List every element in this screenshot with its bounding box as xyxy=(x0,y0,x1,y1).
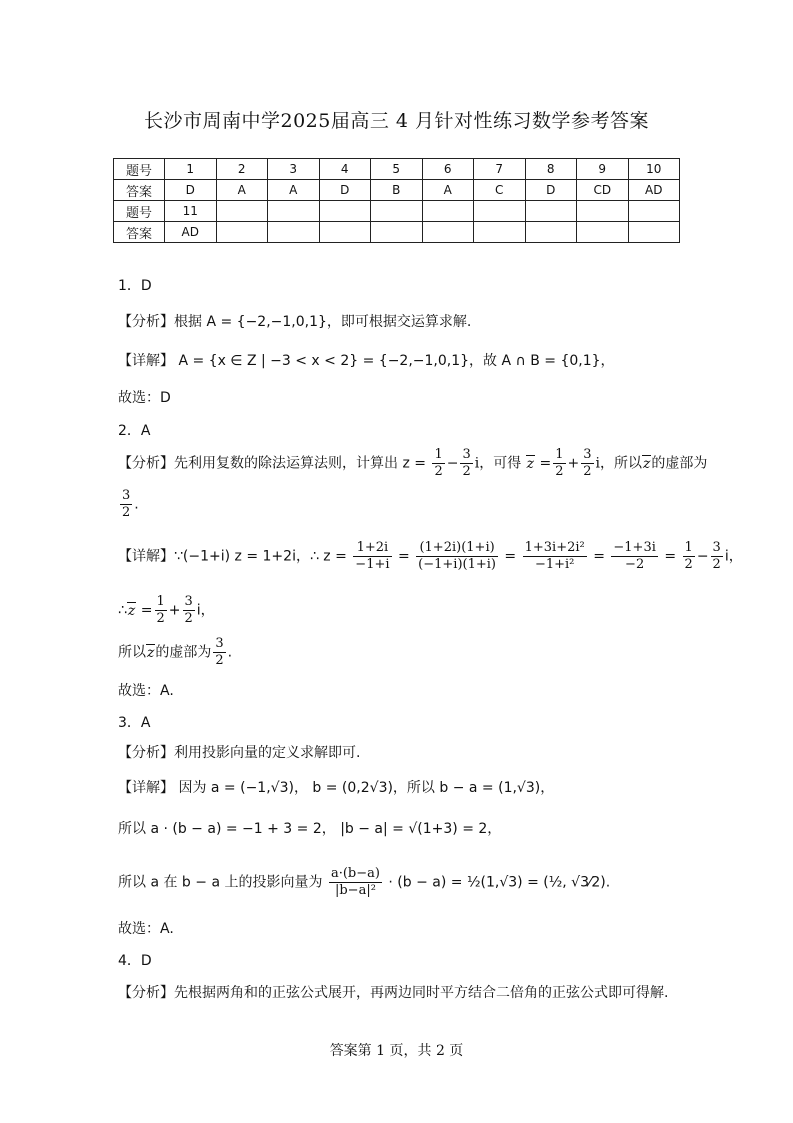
fraction: $\frac{1}{2}$ xyxy=(156,594,165,626)
q1-choice: 故选：D xyxy=(118,390,171,406)
fraction: $\frac{\text{1+3i+2i²}}{\text{−1+i²}}$ xyxy=(524,540,585,572)
fraction: $\frac{1}{2}$ xyxy=(684,540,693,572)
q2-heading: 2．A xyxy=(118,423,151,439)
table-cell xyxy=(371,201,423,222)
row-label: 答案 xyxy=(114,180,165,201)
fraction: $\frac{3}{2}$ xyxy=(462,447,471,479)
q2-analysis-cont: $\frac{3}{2}$ . xyxy=(122,488,139,520)
table-cell: 2 xyxy=(216,159,268,180)
table-cell: CD xyxy=(577,180,629,201)
therefore-symbol: ∴ xyxy=(118,602,127,619)
row-label: 题号 xyxy=(114,159,165,180)
row-label: 答案 xyxy=(114,222,165,243)
table-cell xyxy=(216,222,268,243)
table-cell: AD xyxy=(628,180,680,201)
q2-analysis-text-c: ，所以 xyxy=(600,455,643,472)
q1-analysis: 【分析】根据 A = {−2,−1,0,1}，即可根据交运算求解. xyxy=(118,314,472,330)
table-row xyxy=(114,159,680,180)
q2-analysis: 【分析】先利用复数的除法运算法则，计算出 z = $\frac{1}{2}$ − $\frac{3}{2}$ i，可得 z = $\frac{1}{2}$ + $\frac{3}{2}$ i，所以z的虚部为 xyxy=(118,447,708,479)
table-cell xyxy=(628,201,680,222)
fraction: $\frac{-1+3i}{-2}$ xyxy=(613,540,656,572)
table-cell: 1 xyxy=(165,159,217,180)
fraction: $\frac{3}{2}$ xyxy=(712,540,721,572)
table-cell xyxy=(268,222,320,243)
table-cell: A xyxy=(422,180,474,201)
table-cell xyxy=(474,222,526,243)
table-cell xyxy=(268,201,320,222)
row-label: 题号 xyxy=(114,201,165,222)
table-cell: 10 xyxy=(628,159,680,180)
page-title: 长沙市周南中学2025届高三 4 月针对性练习数学参考答案 xyxy=(143,110,650,132)
table-cell xyxy=(319,201,371,222)
q1-detail: 【详解】 A = {x ∈ Z | −3 < x < 2} = {−2,−1,0,1}，故 A ∩ B = {0,1}， xyxy=(118,353,615,369)
table-cell: 4 xyxy=(319,159,371,180)
fraction: $\frac{a\cdot(b-a)}{\text{|b−a|²}}$ xyxy=(330,866,380,898)
table-cell: A xyxy=(268,180,320,201)
fraction: $\frac{3}{2}$ xyxy=(122,488,131,520)
table-cell: 8 xyxy=(525,159,577,180)
q2-detail-text: 【详解】∵(−1+i) z = 1+2i，∴ z = xyxy=(118,548,347,565)
table-cell xyxy=(577,222,629,243)
fraction: $\frac{(1+2i)(1+i)}{(-1+i)(1+i)}$ xyxy=(418,540,496,572)
table-cell xyxy=(525,201,577,222)
q2-so-b: 的虚部为 xyxy=(155,644,212,661)
table-cell: D xyxy=(165,180,217,201)
q2-conclusion: 所以z的虚部为 $\frac{3}{2}$ . xyxy=(118,636,233,668)
fraction: $\frac{1}{2}$ xyxy=(434,447,443,479)
table-cell: 11 xyxy=(165,201,217,222)
fraction: $\frac{3}{2}$ xyxy=(215,636,224,668)
table-cell xyxy=(628,222,680,243)
table-cell: 9 xyxy=(577,159,629,180)
table-cell xyxy=(371,222,423,243)
table-cell: B xyxy=(371,180,423,201)
table-row xyxy=(114,180,680,201)
q4-heading: 4．D xyxy=(118,953,152,969)
q3-detail: 【详解】 因为 a = (−1,√3)， b = (0,2√3)，所以 b − a = (1,√3)， xyxy=(118,780,555,796)
table-cell xyxy=(525,222,577,243)
table-cell xyxy=(216,201,268,222)
q2-analysis-text-b: ，可得 xyxy=(479,455,522,472)
table-cell xyxy=(474,201,526,222)
q2-analysis-text-a: 【分析】先利用复数的除法运算法则，计算出 z = xyxy=(118,455,426,472)
table-row xyxy=(114,201,680,222)
q3-analysis: 【分析】利用投影向量的定义求解即可. xyxy=(118,745,361,761)
q4-analysis: 【分析】先根据两角和的正弦公式展开，再两边同时平方结合二倍角的正弦公式即可得解. xyxy=(118,985,669,1001)
fraction: $\frac{3}{2}$ xyxy=(184,594,193,626)
fraction: $\frac{1+2i}{-1+i}$ xyxy=(355,540,390,572)
fraction: $\frac{3}{2}$ xyxy=(583,447,592,479)
q3-line2: 所以 a · (b − a) = −1 + 3 = 2， |b − a| = √(1+3) = 2， xyxy=(118,821,502,837)
answer-table xyxy=(113,158,680,243)
fraction: $\frac{1}{2}$ xyxy=(555,447,564,479)
table-cell: C xyxy=(474,180,526,201)
q3-line3-a: 所以 a 在 b − a 上的投影向量为 xyxy=(118,874,323,891)
table-cell: D xyxy=(525,180,577,201)
page-footer: 答案第 1 页，共 2 页 xyxy=(329,1043,464,1059)
q3-choice: 故选：A. xyxy=(118,921,174,937)
q2-choice: 故选：A. xyxy=(118,683,174,699)
q2-analysis-text-d: 的虚部为 xyxy=(651,455,708,472)
table-cell: 3 xyxy=(268,159,320,180)
table-cell: 6 xyxy=(422,159,474,180)
q2-detail: 【详解】∵(−1+i) z = 1+2i，∴ z = $\frac{1+2i}{-1+i}$ = $\frac{(1+2i)(1+i)}{(-1+i)(1+i)}$ = $\frac{\text{1+3i+2i²}}{\text{−1+i²}}$ = $\frac{-1+3i}{-2}$ = $\frac{1}{2}$ − $\frac{3}{2}$ i， xyxy=(118,540,743,572)
q2-therefore: ∴z = $\frac{1}{2}$ + $\frac{3}{2}$ i， xyxy=(118,594,215,626)
q3-heading: 3．A xyxy=(118,715,151,731)
table-cell: A xyxy=(216,180,268,201)
q3-line3-b: · (b − a) = ½(1,√3) = (½, √3⁄2). xyxy=(388,874,611,891)
q3-line3 xyxy=(118,866,610,899)
table-cell xyxy=(422,201,474,222)
table-cell: 5 xyxy=(371,159,423,180)
q1-heading: 1．D xyxy=(118,278,152,294)
table-cell xyxy=(577,201,629,222)
table-row xyxy=(114,222,680,243)
q2-so: 所以 xyxy=(118,644,146,661)
table-cell: AD xyxy=(165,222,217,243)
table-cell xyxy=(422,222,474,243)
table-cell: 7 xyxy=(474,159,526,180)
table-cell xyxy=(319,222,371,243)
table-cell: D xyxy=(319,180,371,201)
